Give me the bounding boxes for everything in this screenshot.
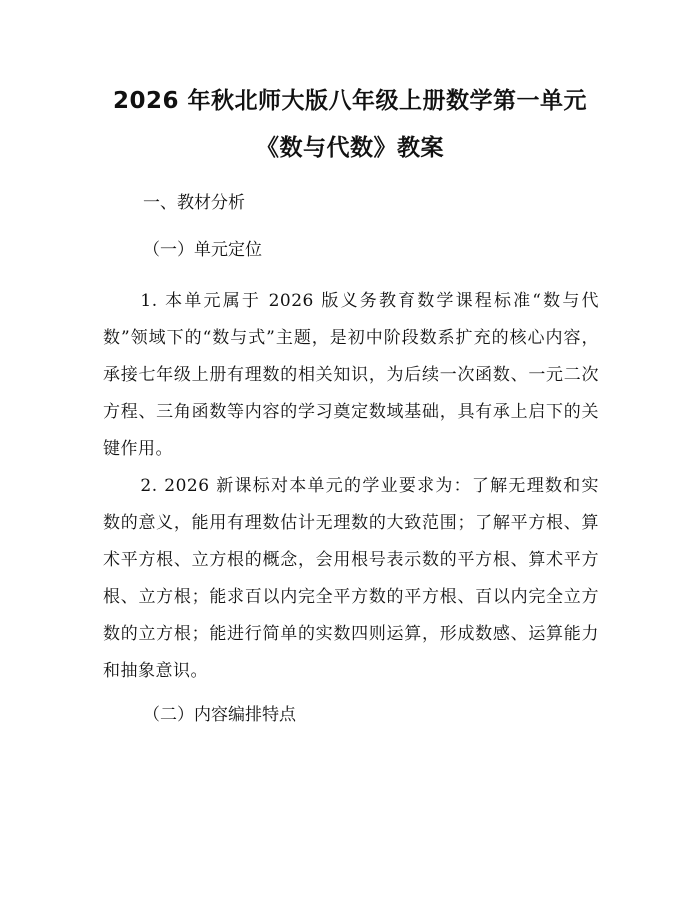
document-title-line-1: 2026 年秋北师大版八年级上册数学第一单元 <box>112 88 588 114</box>
paragraph-unit-positioning-1: 1. 本单元属于 2026 版义务教育数学课程标准“数与代数”领域下的“数与式”主题，是初中阶段数系扩充的核心内容，承接七年级上册有理数的相关知识，为后续一次函数、一元二次方程、三角函数等内容的学习奠定数域基础，具有承上启下的关键作用。 <box>103 291 599 459</box>
section-heading-textbook-analysis: 一、教材分析 <box>143 193 245 213</box>
paragraph-curriculum-requirements-2: 2. 2026 新课标对本单元的学业要求为：了解无理数和实数的意义，能用有理数估计无理数的大致范围；了解平方根、算术平方根、立方根的概念，会用根号表示数的平方根、算术平方根、立方根；能求百以内完全平方数的平方根、百以内完全立方数的立方根；能进行简单的实数四则运算，形成数感、运算能力和抽象意识。 <box>103 476 599 681</box>
subsection-heading-unit-positioning: （一）单元定位 <box>143 240 262 260</box>
document-title-line-2: 《数与代数》教案 <box>256 135 444 161</box>
subsection-heading-content-arrangement: （二）内容编排特点 <box>143 705 296 725</box>
